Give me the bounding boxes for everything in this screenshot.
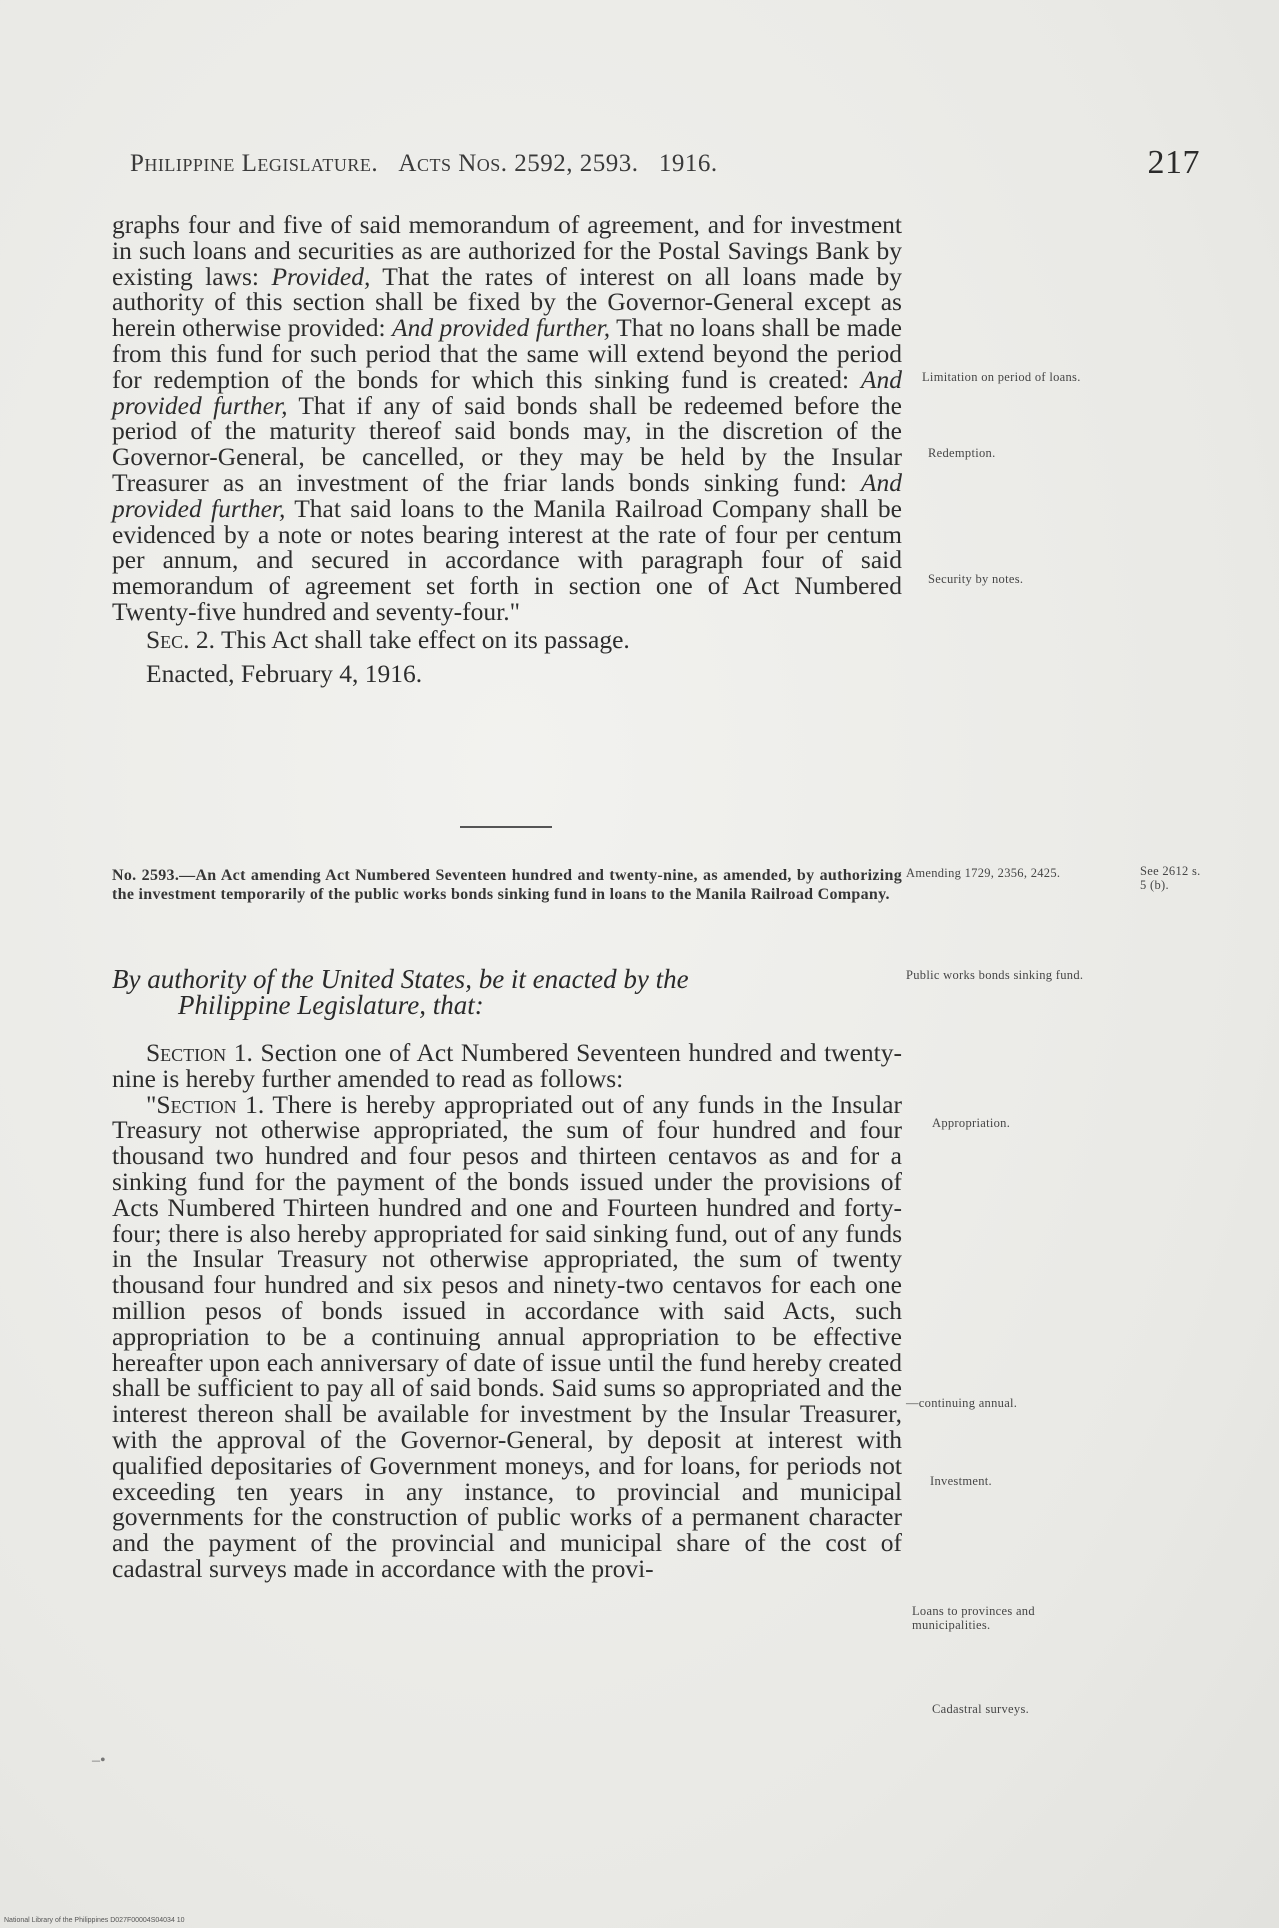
continuation-paragraph: graphs four and five of said memorandum of agreement, and for investment in such loans and securities as are authorized for the Postal Savings Bank by existing laws: Provided, That the rates of interest on all loans made by authority of this section shall be fixed by the Governor-General except as herein otherwise provided: And provided further, That no loans shall be made from this fund for such period that the same will extend beyond the period for redemption of the bonds for which this sinking fund is created: And provided further, That if any of said bonds shall be redeemed before the period of the maturity thereof said bonds may, in the discretion of the Governor-General, be cancelled, or they may be held by the Insular Treasurer as an investment of the friar lands bonds sinking fund: And provided further, That said loans to the Manila Railroad Company shall be evidenced by a note or notes bearing interest at the rate of four per centum per annum, and secured in accordance with paragraph four of said memorandum of agreement set forth in section one of Act Numbered Twenty-five hundred and seventy-four." (112, 210, 903, 626)
continuation-text (112, 212, 902, 686)
note-continuing: —continuing annual. (906, 1396, 1018, 1410)
note-security: Security by notes. (928, 572, 1024, 586)
header-year: 1916. (658, 150, 718, 177)
scan-id: National Library of the Philippines D027F00004S04034 10 (4, 1917, 185, 1924)
act-2593-heading: No. 2593.—An Act amending Act Numbered Seventeen hundred and twenty-nine, as amended, by authorizing the investment temporarily of the public works bonds sinking fund in loans to the Manila Railroad Company. (112, 867, 902, 903)
note-limitation: Limitation on period of loans. (922, 370, 1081, 384)
note-amending: Amending 1729, 2356, 2425. (906, 866, 1061, 880)
note-loans-provinces: Loans to provinces and municipalities. (912, 1604, 1035, 1632)
enacting-clause: By authority of the United States, be it enacted by the Philippine Legislature, that: (112, 964, 689, 1020)
note-public-works: Public works bonds sinking fund. (906, 968, 1084, 982)
running-header (130, 144, 1200, 181)
section-divider (460, 826, 552, 828)
page-number: 217 (1147, 144, 1200, 181)
running-title: Philippine Legislature. (130, 150, 379, 177)
enacted-date: Enacted, February 4, 1916. (146, 658, 423, 688)
note-cadastral: Cadastral surveys. (932, 1702, 1030, 1716)
quoted-section-1: "Section 1. There is hereby appropriated out of any funds in the Insular Treasury not otherwise appropriated, the sum of four hundred and four thousand two hundred and four pesos and thirteen centavos as and for a sinking fund for the payment of the bonds issued under the provisions of Acts Numbered Thirteen hundred and one and Fourteen hundred and forty-four; there is also hereby appropriated for said sinking fund, out of any funds in the Insular Treasury not otherwise appropriated, the sum of twenty thousand four hundred and six pesos and ninety-two centavos for each one million pesos of bonds issued in accordance with said Acts, such appropriation to be a continuing annual appropriation to be effective hereafter upon each anniversary of date of issue until the fund hereby created shall be sufficient to pay all of said bonds. Said sums so appropriated and the interest thereon shall be available for investment by the Insular Treasurer, with the approval of the Governor-General, by deposit at interest with qualified depositaries of Government moneys, and for loans, for periods not exceeding ten years in any instance, to provincial and municipal governments for the construction of public works of a permanent character and the payment of the provincial and municipal share of the cost of cadastral surveys made in accordance with the provi- (112, 1089, 902, 1583)
section-2: Sec. 2. This Act shall take effect on its passage. (146, 624, 630, 654)
note-redemption: Redemption. (928, 446, 996, 460)
note-see: See 2612 s. 5 (b). (1140, 864, 1201, 892)
scan-mark: –• (92, 1752, 106, 1769)
section-1: Section 1. Section one of Act Numbered Seventeen hundred and twenty-nine is hereby further amended to read as follows: (112, 1038, 902, 1093)
note-appropriation: Appropriation. (932, 1116, 1011, 1130)
act-2593-body (112, 1040, 902, 1582)
note-investment: Investment. (930, 1474, 992, 1488)
acts-numbers: Acts Nos. 2592, 2593. (398, 150, 639, 177)
